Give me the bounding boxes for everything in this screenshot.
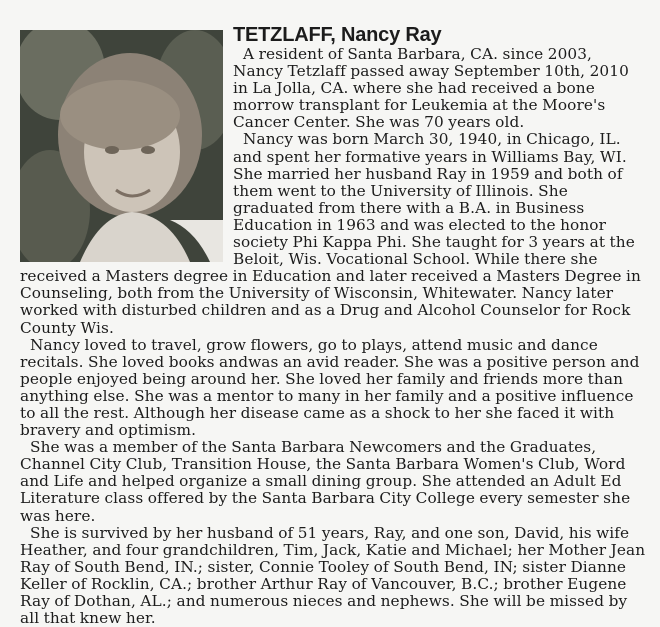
paragraph-residence: A resident of Santa Barbara, CA. since 2003, Nancy Tetzlaff passed away September 10th, 2010 in La Jolla, CA. where she had received a bone morrow transplant for Leukemia at the Moore's Cancer Center. She was 70 years old. [233, 45, 629, 132]
paragraph-biography: Nancy was born March 30, 1940, in Chicago, IL. and spent her formative years in Williams Bay, WI. She married her husband Ray in 1959 and both of them went to the University of Illinois. She graduated from there with a B.A. in Business Education in 1963 and was elected to the honor society Phi Kappa Phi. She taught for 3 years at the Beloit, Wis. Vocational School. While there she received a Masters degree in Education and later received a Masters Degree in Counseling, both from the University of Wisconsin, Whitewater. Nancy later worked with disturbed children and as a Drug and Alcohol Counselor for Rock County Wis. [20, 130, 641, 337]
paragraph-interests: Nancy loved to travel, grow flowers, go to plays, attend music and dance recitals. She loved books andwas an avid reader. She was a positive person and people enjoyed being around her. She loved her family and friends more than anything else. She was a mentor to many in her family and a positive influence to all the rest. Although her disease came as a shock to her she faced it with bravery and optimism. [20, 335, 640, 440]
paragraph-memberships: She was a member of the Santa Barbara Newcomers and the Graduates, Channel City Club, Transition House, the Santa Barbara Women's Club, Word and Life and helped organize a small dining group. She attended an Adult Ed Literature class offered by the Santa Barbara City College every semester she was here. [20, 438, 631, 525]
paragraph-survivors: She is survived by her husband of 51 years, Ray, and one son, David, his wife Heather, and four grandchildren, Tim, Jack, Katie and Michael; her Mother Jean Ray of South Bend, IN.; sister, Connie Tooley of South Bend, IN; sister Dianne Keller of Rocklin, CA.; brother Arthur Ray of Vancouver, B.C.; brother Eugene Ray of Dothan, AL.; and numerous nieces and nephews. She will be missed by all that knew her. [20, 523, 646, 627]
obituary-title: TETZLAFF, Nancy Ray [233, 24, 442, 46]
portrait-photo [20, 30, 223, 262]
portrait-photo-icon [20, 30, 223, 262]
